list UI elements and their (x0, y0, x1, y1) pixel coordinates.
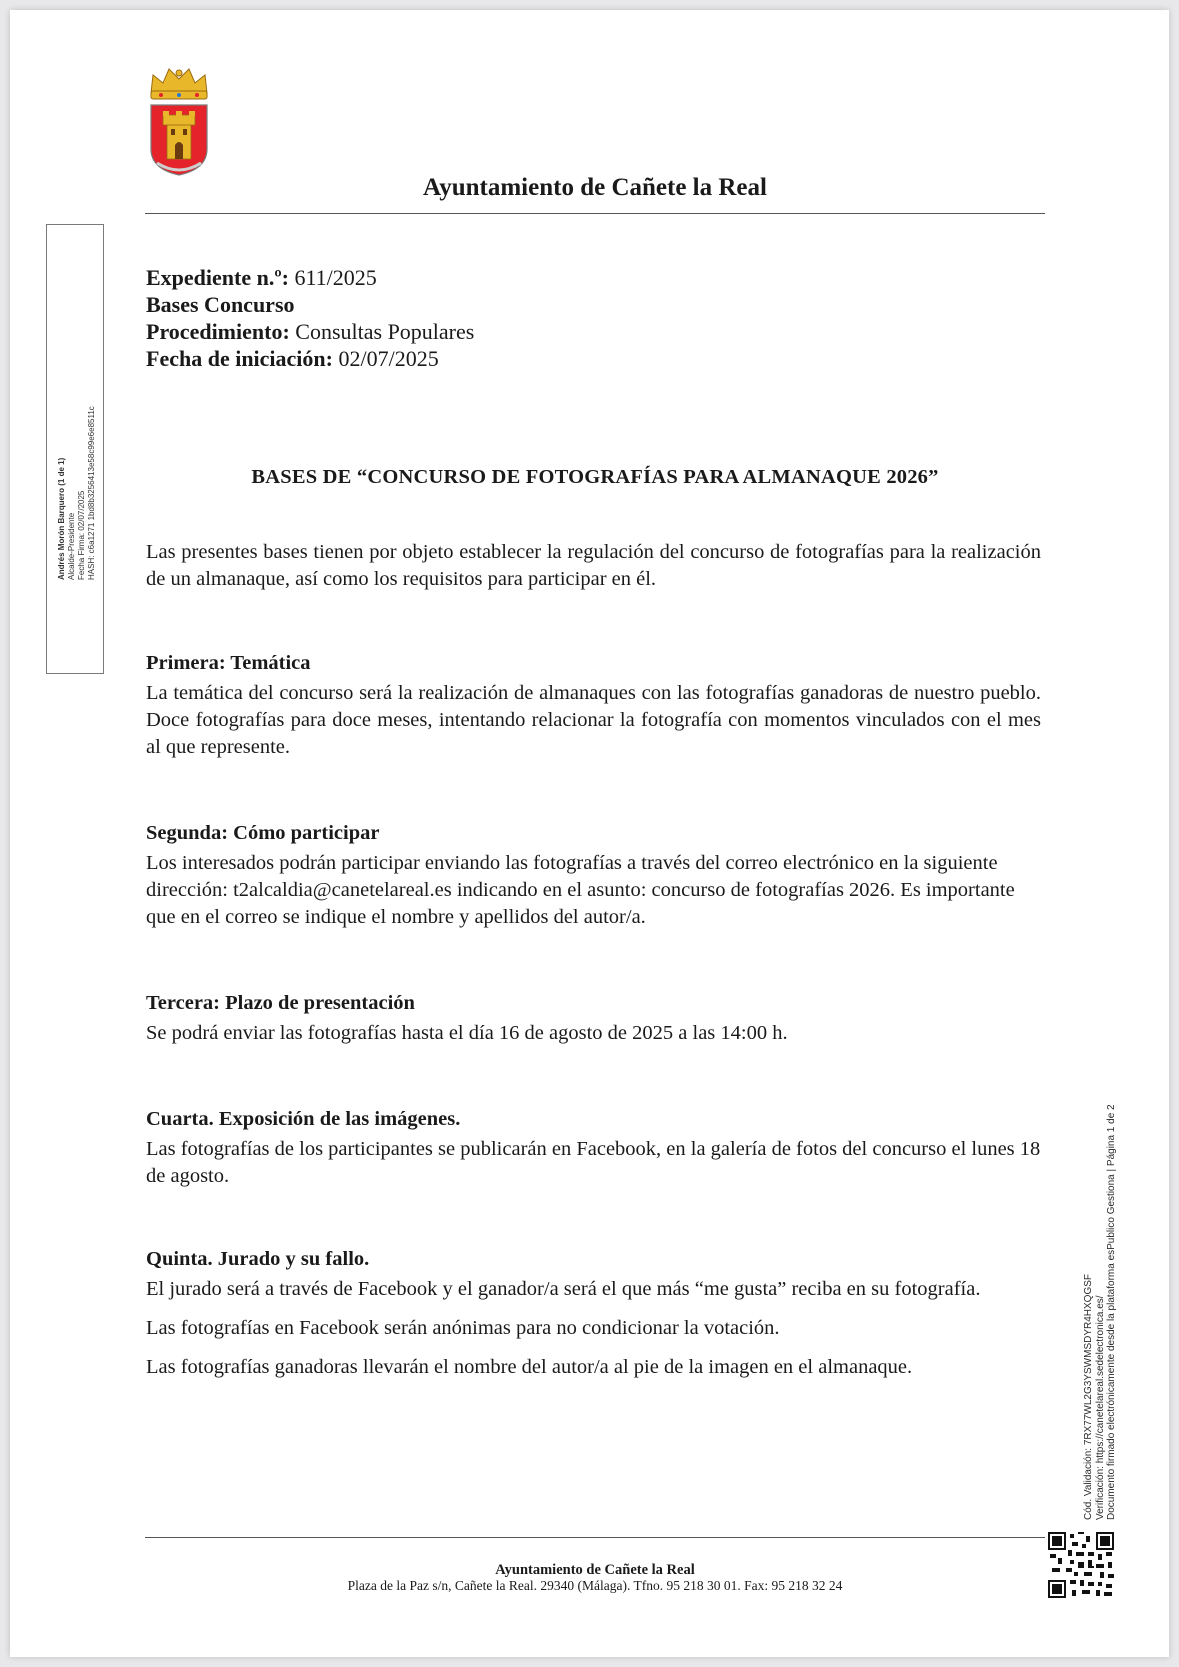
expediente-row (146, 264, 474, 291)
section-paragraph: El jurado será a través de Facebook y el ganador/a será el que más “me gusta” reciba en su fotografía. (146, 1278, 981, 1300)
header-divider (145, 213, 1045, 214)
intro-paragraph (146, 539, 1041, 593)
page-footer (145, 1562, 1045, 1594)
section-paragraph: Se podrá enviar las fotografías hasta el día 16 de agosto de 2025 a las 14:00 h. (146, 1022, 788, 1044)
header-title: Ayuntamiento de Cañete la Real (423, 174, 767, 201)
section-paragraph: Los interesados podrán participar enviando las fotografías a través del correo electrónico en la siguiente dirección: t2alcaldia@canetelareal.es indicando en el asunto: concurso de fotografías 2026. Es importante que en el correo se indique el nombre y apellidos del autor/a. (146, 852, 1015, 928)
section-paragraph: La temática del concurso será la realización de almanaques con las fotografías ganadoras de nuestro pueblo. Doce fotografías para doce meses, intentando relacionar la fotografía con momentos vinculados con el mes al que represente. (146, 682, 1041, 758)
procedimiento-row (146, 318, 474, 345)
intro-text: Las presentes bases tienen por objeto establecer la regulación del concurso de fotografías para la realización de un almanaque, así como los requisitos para participar en él. (146, 541, 1041, 590)
procedimiento-value: Consultas Populares (295, 319, 475, 344)
validation-platform: Documento firmado electrónicamente desde la plataforma esPublico Gestiona | Página 1 de 2 (1106, 1104, 1117, 1520)
section-paragraph: Las fotografías ganadoras llevarán el nombre del autor/a al pie de la imagen en el almanaque. (146, 1356, 913, 1378)
fecha-row (146, 345, 474, 372)
section-body (146, 680, 1041, 761)
section-heading: Segunda: Cómo participar (146, 822, 380, 844)
document-title: BASES DE “CONCURSO DE FOTOGRAFÍAS PARA ALMANAQUE 2026” (251, 466, 939, 488)
municipal-crest-icon (145, 65, 213, 183)
section-heading: Cuarta. Exposición de las imágenes. (146, 1108, 461, 1130)
section-body (146, 1020, 1041, 1047)
section-body (146, 1136, 1041, 1190)
signature-role: Alcalde-Presidente (67, 512, 76, 580)
section-heading: Tercera: Plazo de presentación (146, 992, 415, 1014)
bases-label: Bases Concurso (146, 292, 295, 317)
procedimiento-label: Procedimiento: (146, 319, 290, 344)
section-paragraph: Las fotografías en Facebook serán anónimas para no condicionar la votación. (146, 1317, 780, 1339)
footer-name: Ayuntamiento de Cañete la Real (495, 1562, 695, 1578)
fecha-label: Fecha de iniciación: (146, 346, 333, 371)
signature-text (57, 340, 97, 580)
bases-row (146, 291, 474, 318)
expediente-value: 611/2025 (294, 265, 377, 290)
section-paragraph: Las fotografías de los participantes se publicarán en Facebook, en la galería de fotos del concurso el lunes 18 de agosto. (146, 1138, 1041, 1187)
section-heading: Quinta. Jurado y su fallo. (146, 1248, 370, 1270)
section-body (146, 850, 1041, 931)
document-page (10, 10, 1169, 1657)
section-body (146, 1276, 1041, 1381)
validation-url: Verificación: https://canetelareal.sedelectronica.es/ (1094, 1295, 1106, 1520)
signature-signer: Andrés Morón Barquero (1 de 1) (57, 457, 66, 580)
footer-divider (145, 1537, 1045, 1538)
signature-hash: HASH: c6a1271 1bd8b3256413e58c99e6e8511c (87, 406, 96, 580)
expediente-label: Expediente n.º: (146, 265, 289, 290)
section-heading: Primera: Temática (146, 652, 311, 674)
signature-date: Fecha Firma: 02/07/2025 (77, 490, 86, 580)
footer-address: Plaza de la Paz s/n, Cañete la Real. 29340 (Málaga). Tfno. 95 218 30 01. Fax: 95 218 32 24 (347, 1578, 843, 1593)
validation-code: Cód. Validación: 7RX77WL2G3YSWMSDYR4HXQGSF (1083, 1273, 1094, 1520)
file-metadata (146, 264, 474, 372)
fecha-value: 02/07/2025 (338, 346, 439, 371)
validation-text (1083, 1010, 1118, 1520)
qr-code-icon (1048, 1532, 1114, 1598)
